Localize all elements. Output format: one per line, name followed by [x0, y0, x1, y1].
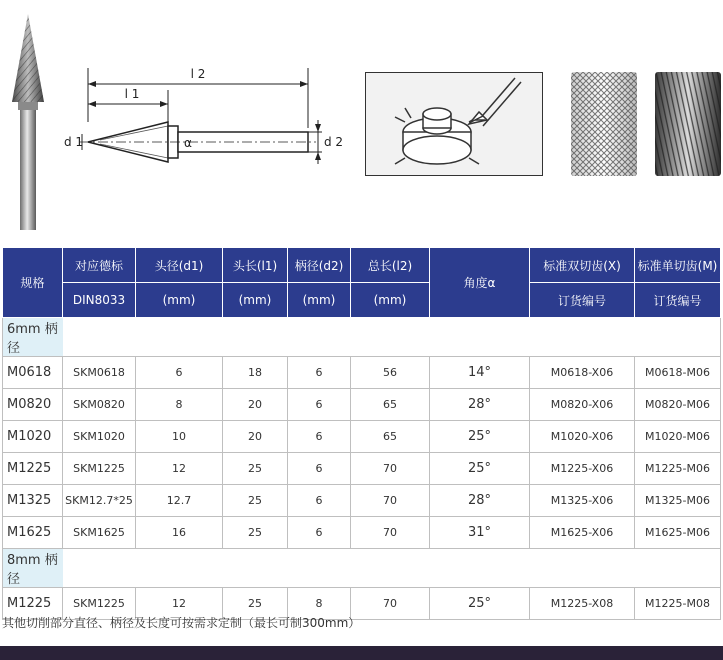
alpha-label: α	[184, 136, 192, 150]
cell-order-m: M0820-M06	[635, 389, 721, 421]
header-m-top: 标准单切齿(M)	[635, 248, 721, 283]
cell-order-x: M1225-X08	[530, 588, 635, 620]
cell-l1: 18	[223, 357, 288, 389]
cell-order-x: M0820-X06	[530, 389, 635, 421]
d1-label: d 1	[64, 135, 84, 149]
section-row	[3, 549, 721, 588]
cell-l1: 20	[223, 389, 288, 421]
product-header	[0, 0, 723, 245]
header-l1-top: 头长(l1)	[223, 248, 288, 283]
cell-l2: 65	[351, 389, 430, 421]
cell-d2: 6	[288, 517, 351, 549]
header-d1-bottom: (mm)	[136, 283, 223, 318]
cell-order-m: M1225-M08	[635, 588, 721, 620]
d2-label: d 2	[324, 135, 344, 149]
cell-l1: 20	[223, 421, 288, 453]
double-cut-sample	[571, 72, 637, 176]
cell-angle: 28°	[430, 389, 530, 421]
cell-l1: 25	[223, 485, 288, 517]
cell-order-x: M1020-X06	[530, 421, 635, 453]
cell-spec: M0618	[3, 357, 63, 389]
header-din-bottom: DIN8033	[63, 283, 136, 318]
cell-spec: M1325	[3, 485, 63, 517]
table-row	[3, 453, 721, 485]
dimension-drawing	[60, 60, 350, 190]
cell-din: SKM0820	[63, 389, 136, 421]
header-l2-bottom: (mm)	[351, 283, 430, 318]
cell-order-m: M1020-M06	[635, 421, 721, 453]
cell-l1: 25	[223, 517, 288, 549]
cell-din: SKM12.7*25	[63, 485, 136, 517]
cell-order-x: M1325-X06	[530, 485, 635, 517]
header-m-bottom: 订货编号	[635, 283, 721, 318]
cell-angle: 14°	[430, 357, 530, 389]
l1-label: l 1	[124, 87, 140, 101]
cell-d2: 6	[288, 421, 351, 453]
footnote: 其他切削部分直径、柄径及长度可按需求定制（最长可制300mm）	[2, 616, 361, 630]
cell-din: SKM1225	[63, 453, 136, 485]
grinding-diagram	[365, 72, 543, 176]
header-l1-bottom: (mm)	[223, 283, 288, 318]
header-l2-top: 总长(l2)	[351, 248, 430, 283]
cell-d1: 12	[136, 588, 223, 620]
burr-photo	[8, 12, 48, 232]
cell-d1: 8	[136, 389, 223, 421]
cell-din: SKM0618	[63, 357, 136, 389]
cell-spec: M0820	[3, 389, 63, 421]
cell-spec: M1225	[3, 588, 63, 620]
header-d1-top: 头径(d1)	[136, 248, 223, 283]
cell-d1: 10	[136, 421, 223, 453]
table-row	[3, 421, 721, 453]
spec-table	[2, 247, 721, 620]
header-x-bottom: 订货编号	[530, 283, 635, 318]
cell-l1: 25	[223, 453, 288, 485]
section-row	[3, 318, 721, 357]
cell-l1: 25	[223, 588, 288, 620]
cell-order-m: M0618-M06	[635, 357, 721, 389]
cell-d1: 6	[136, 357, 223, 389]
cell-spec: M1020	[3, 421, 63, 453]
cell-d1: 12	[136, 453, 223, 485]
cell-d2: 6	[288, 485, 351, 517]
cell-din: SKM1225	[63, 588, 136, 620]
table-row	[3, 485, 721, 517]
cell-order-x: M0618-X06	[530, 357, 635, 389]
cell-angle: 25°	[430, 453, 530, 485]
cell-d2: 6	[288, 357, 351, 389]
table-row	[3, 389, 721, 421]
cell-d2: 6	[288, 389, 351, 421]
cell-angle: 31°	[430, 517, 530, 549]
cell-l2: 56	[351, 357, 430, 389]
cell-l2: 70	[351, 517, 430, 549]
cell-spec: M1625	[3, 517, 63, 549]
cell-order-x: M1625-X06	[530, 517, 635, 549]
cell-l2: 65	[351, 421, 430, 453]
section-label-6mm: 6mm 柄径	[3, 318, 63, 357]
table-row	[3, 517, 721, 549]
header-d2-top: 柄径(d2)	[288, 248, 351, 283]
cell-angle: 28°	[430, 485, 530, 517]
cell-d2: 6	[288, 453, 351, 485]
single-cut-sample	[655, 72, 721, 176]
cell-d2: 8	[288, 588, 351, 620]
section-label-8mm: 8mm 柄径	[3, 549, 63, 588]
cell-order-x: M1225-X06	[530, 453, 635, 485]
cell-d1: 12.7	[136, 485, 223, 517]
cell-l2: 70	[351, 485, 430, 517]
cell-order-m: M1325-M06	[635, 485, 721, 517]
cell-order-m: M1225-M06	[635, 453, 721, 485]
cell-din: SKM1020	[63, 421, 136, 453]
header-spec: 规格	[3, 248, 63, 318]
bottom-bar	[0, 646, 723, 660]
cell-d1: 16	[136, 517, 223, 549]
cell-din: SKM1625	[63, 517, 136, 549]
cell-angle: 25°	[430, 421, 530, 453]
header-angle: 角度α	[430, 248, 530, 318]
header-x-top: 标准双切齿(X)	[530, 248, 635, 283]
cell-angle: 25°	[430, 588, 530, 620]
header-d2-bottom: (mm)	[288, 283, 351, 318]
l2-label: l 2	[190, 67, 206, 81]
cell-order-m: M1625-M06	[635, 517, 721, 549]
cell-l2: 70	[351, 453, 430, 485]
cell-l2: 70	[351, 588, 430, 620]
table-row	[3, 357, 721, 389]
cell-spec: M1225	[3, 453, 63, 485]
header-din-top: 对应德标	[63, 248, 136, 283]
